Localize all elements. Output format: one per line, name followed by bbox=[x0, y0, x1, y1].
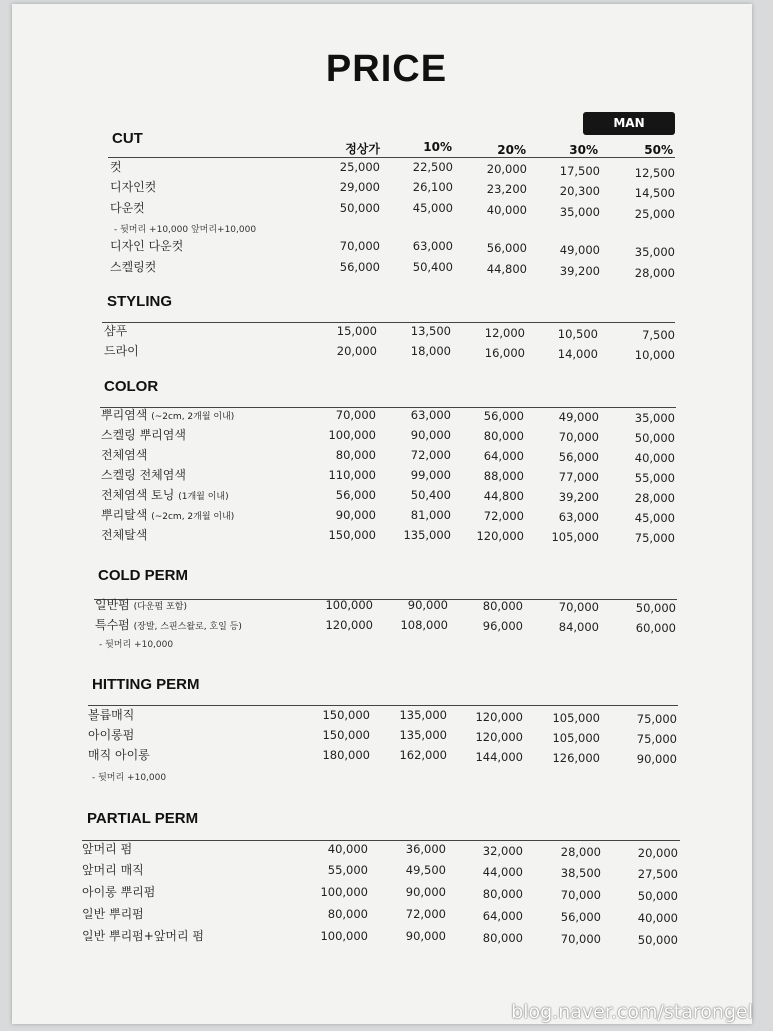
service-name bbox=[82, 883, 155, 900]
service-name bbox=[95, 616, 242, 633]
price-cell: 50,000 bbox=[635, 601, 676, 615]
price-cell: 50,000 bbox=[634, 431, 675, 445]
price-cell: 70,000 bbox=[560, 888, 601, 902]
price-cell: 25,000 bbox=[634, 207, 675, 221]
price-cell: 10,000 bbox=[634, 348, 675, 362]
section-title: STYLING bbox=[107, 293, 173, 310]
section-title: PARTIAL PERM bbox=[87, 810, 199, 827]
price-cell: 63,000 bbox=[412, 239, 453, 253]
price-cell: 105,000 bbox=[552, 731, 600, 745]
service-name bbox=[82, 840, 132, 857]
price-cell: 15,000 bbox=[336, 324, 377, 338]
price-cell: 49,000 bbox=[559, 243, 600, 257]
price-cell: 14,000 bbox=[557, 347, 598, 361]
service-label: 일반 뿌리펌+앞머리 펌 bbox=[82, 929, 205, 943]
service-name bbox=[104, 342, 139, 359]
service-label: 컷 bbox=[110, 160, 122, 174]
price-cell: 29,000 bbox=[339, 180, 380, 194]
service-name bbox=[88, 746, 150, 763]
price-cell: 56,000 bbox=[483, 409, 524, 423]
price-cell: 26,100 bbox=[412, 180, 453, 194]
service-name bbox=[101, 466, 186, 483]
service-label: 특수펌 bbox=[95, 618, 130, 632]
service-label: 일반펌 bbox=[95, 598, 130, 612]
watermark: blog.naver.com/starongel bbox=[511, 1001, 753, 1023]
price-cell: 81,000 bbox=[410, 508, 451, 522]
price-cell: 63,000 bbox=[410, 408, 451, 422]
service-label: 뿌리염색 bbox=[101, 408, 148, 422]
section-divider bbox=[82, 840, 680, 841]
section-divider bbox=[108, 157, 675, 158]
section-divider bbox=[102, 322, 675, 323]
section-title: CUT bbox=[112, 130, 143, 147]
price-cell: 16,000 bbox=[484, 346, 525, 360]
service-label: 스켈링 전체염색 bbox=[101, 468, 186, 482]
price-cell: 70,000 bbox=[560, 932, 601, 946]
service-name bbox=[110, 178, 156, 195]
service-label: 아이롱 뿌리펌 bbox=[82, 885, 156, 899]
service-label: 스켈링 뿌리염색 bbox=[101, 428, 186, 442]
price-cell: 10,500 bbox=[557, 327, 598, 341]
service-name bbox=[101, 446, 147, 463]
price-cell: 162,000 bbox=[399, 748, 447, 762]
price-cell: 63,000 bbox=[558, 510, 599, 524]
price-cell: 72,000 bbox=[405, 907, 446, 921]
price-cell: 12,000 bbox=[484, 326, 525, 340]
price-cell: 35,000 bbox=[634, 411, 675, 425]
price-cell: 27,500 bbox=[637, 867, 678, 881]
price-cell: 150,000 bbox=[328, 528, 376, 542]
price-cell: 90,000 bbox=[410, 428, 451, 442]
price-cell: 99,000 bbox=[410, 468, 451, 482]
price-cell: 18,000 bbox=[410, 344, 451, 358]
price-cell: 80,000 bbox=[483, 429, 524, 443]
price-cell: 13,500 bbox=[410, 324, 451, 338]
section-title: COLOR bbox=[104, 378, 159, 395]
column-header: 10% bbox=[423, 140, 452, 154]
price-cell: 150,000 bbox=[322, 708, 370, 722]
price-note: - 뒷머리 +10,000 bbox=[92, 773, 167, 783]
price-cell: 64,000 bbox=[482, 909, 523, 923]
service-label: 앞머리 펌 bbox=[82, 842, 133, 856]
service-name bbox=[95, 596, 187, 613]
price-cell: 80,000 bbox=[335, 448, 376, 462]
price-cell: 56,000 bbox=[558, 450, 599, 464]
price-cell: 20,300 bbox=[559, 184, 600, 198]
price-cell: 35,000 bbox=[634, 245, 675, 259]
price-cell: 108,000 bbox=[400, 618, 448, 632]
service-name bbox=[82, 861, 144, 878]
service-name bbox=[104, 322, 127, 339]
page-title: PRICE bbox=[325, 48, 448, 90]
service-label: 볼륨매직 bbox=[88, 708, 135, 722]
service-detail: (~2cm, 2개월 이내) bbox=[151, 512, 235, 522]
service-name bbox=[110, 199, 145, 216]
service-label: 디자인 다운컷 bbox=[110, 239, 184, 253]
price-cell: 150,000 bbox=[322, 728, 370, 742]
price-cell: 50,400 bbox=[410, 488, 451, 502]
price-cell: 77,000 bbox=[558, 470, 599, 484]
service-name bbox=[101, 426, 186, 443]
service-name bbox=[82, 927, 204, 944]
price-cell: 88,000 bbox=[483, 469, 524, 483]
service-name bbox=[88, 706, 134, 723]
column-header: 30% bbox=[569, 143, 598, 157]
price-cell: 45,000 bbox=[412, 201, 453, 215]
service-name bbox=[101, 526, 147, 543]
service-name bbox=[110, 158, 122, 175]
price-cell: 80,000 bbox=[482, 599, 523, 613]
price-cell: 20,000 bbox=[637, 846, 678, 860]
price-cell: 72,000 bbox=[483, 509, 524, 523]
price-cell: 56,000 bbox=[560, 910, 601, 924]
price-cell: 17,500 bbox=[559, 164, 600, 178]
price-cell: 39,200 bbox=[559, 264, 600, 278]
price-cell: 39,200 bbox=[558, 490, 599, 504]
column-header: 50% bbox=[644, 143, 673, 157]
service-label: 전체염색 토닝 bbox=[101, 488, 175, 502]
service-name bbox=[110, 237, 183, 254]
price-cell: 75,000 bbox=[636, 712, 677, 726]
price-cell: 126,000 bbox=[552, 751, 600, 765]
price-cell: 135,000 bbox=[399, 728, 447, 742]
price-cell: 180,000 bbox=[322, 748, 370, 762]
price-cell: 72,000 bbox=[410, 448, 451, 462]
price-cell: 38,500 bbox=[560, 866, 601, 880]
service-name bbox=[101, 506, 234, 523]
service-name bbox=[82, 905, 144, 922]
price-cell: 70,000 bbox=[558, 430, 599, 444]
price-cell: 44,800 bbox=[486, 262, 527, 276]
price-cell: 90,000 bbox=[636, 752, 677, 766]
service-label: 샴푸 bbox=[104, 324, 128, 338]
service-label: 전체탈색 bbox=[101, 528, 148, 542]
price-cell: 80,000 bbox=[327, 907, 368, 921]
price-cell: 80,000 bbox=[482, 931, 523, 945]
price-cell: 120,000 bbox=[475, 710, 523, 724]
price-cell: 28,000 bbox=[634, 266, 675, 280]
service-label: 아이롱펌 bbox=[88, 728, 135, 742]
price-cell: 135,000 bbox=[399, 708, 447, 722]
service-detail: (1개월 이내) bbox=[178, 492, 229, 502]
price-cell: 49,500 bbox=[405, 863, 446, 877]
service-detail: (다운펌 포함) bbox=[133, 602, 187, 612]
price-cell: 120,000 bbox=[476, 529, 524, 543]
service-name bbox=[88, 726, 134, 743]
price-cell: 40,000 bbox=[327, 842, 368, 856]
service-name bbox=[110, 258, 156, 275]
service-label: 일반 뿌리펌 bbox=[82, 907, 144, 921]
price-cell: 55,000 bbox=[634, 471, 675, 485]
price-cell: 60,000 bbox=[635, 621, 676, 635]
price-note: - 뒷머리 +10,000 bbox=[99, 640, 174, 650]
price-cell: 100,000 bbox=[325, 598, 373, 612]
price-cell: 70,000 bbox=[339, 239, 380, 253]
price-cell: 100,000 bbox=[320, 929, 368, 943]
price-cell: 20,000 bbox=[486, 162, 527, 176]
service-label: 뿌리탈색 bbox=[101, 508, 148, 522]
service-label: 디자인컷 bbox=[110, 180, 157, 194]
price-cell: 50,400 bbox=[412, 260, 453, 274]
price-cell: 90,000 bbox=[407, 598, 448, 612]
service-label: 다운컷 bbox=[110, 201, 145, 215]
price-cell: 120,000 bbox=[325, 618, 373, 632]
price-cell: 105,000 bbox=[552, 711, 600, 725]
price-cell: 22,500 bbox=[412, 160, 453, 174]
price-cell: 40,000 bbox=[634, 451, 675, 465]
price-cell: 14,500 bbox=[634, 186, 675, 200]
price-note: - 뒷머리 +10,000 앞머리+10,000 bbox=[114, 225, 257, 235]
price-cell: 44,800 bbox=[483, 489, 524, 503]
price-cell: 100,000 bbox=[328, 428, 376, 442]
price-cell: 55,000 bbox=[327, 863, 368, 877]
price-cell: 56,000 bbox=[486, 241, 527, 255]
service-label: 드라이 bbox=[104, 344, 139, 358]
price-cell: 75,000 bbox=[636, 732, 677, 746]
service-label: 매직 아이롱 bbox=[88, 748, 150, 762]
service-label: 전체염색 bbox=[101, 448, 148, 462]
price-cell: 120,000 bbox=[475, 730, 523, 744]
price-cell: 50,000 bbox=[339, 201, 380, 215]
price-cell: 100,000 bbox=[320, 885, 368, 899]
price-cell: 50,000 bbox=[637, 889, 678, 903]
service-detail: (장발, 스핀스왈로, 호일 등) bbox=[133, 622, 242, 632]
price-cell: 44,000 bbox=[482, 865, 523, 879]
price-cell: 25,000 bbox=[339, 160, 380, 174]
price-cell: 49,000 bbox=[558, 410, 599, 424]
price-cell: 110,000 bbox=[328, 468, 376, 482]
price-cell: 23,200 bbox=[486, 182, 527, 196]
price-cell: 45,000 bbox=[634, 511, 675, 525]
service-label: 스켈링컷 bbox=[110, 260, 157, 274]
price-cell: 135,000 bbox=[403, 528, 451, 542]
price-cell: 50,000 bbox=[637, 933, 678, 947]
price-cell: 28,000 bbox=[634, 491, 675, 505]
price-cell: 7,500 bbox=[642, 328, 675, 342]
price-cell: 105,000 bbox=[551, 530, 599, 544]
price-cell: 40,000 bbox=[486, 203, 527, 217]
price-cell: 56,000 bbox=[339, 260, 380, 274]
price-cell: 84,000 bbox=[558, 620, 599, 634]
price-cell: 20,000 bbox=[336, 344, 377, 358]
price-cell: 80,000 bbox=[482, 887, 523, 901]
price-cell: 32,000 bbox=[482, 844, 523, 858]
man-badge: MAN bbox=[583, 112, 675, 135]
price-cell: 90,000 bbox=[335, 508, 376, 522]
price-cell: 35,000 bbox=[559, 205, 600, 219]
service-name bbox=[101, 406, 234, 423]
price-cell: 90,000 bbox=[405, 929, 446, 943]
price-cell: 36,000 bbox=[405, 842, 446, 856]
price-cell: 96,000 bbox=[482, 619, 523, 633]
price-cell: 64,000 bbox=[483, 449, 524, 463]
price-cell: 70,000 bbox=[335, 408, 376, 422]
section-title: COLD PERM bbox=[98, 567, 188, 584]
column-header: 20% bbox=[497, 143, 526, 157]
column-header: 정상가 bbox=[345, 142, 380, 156]
service-label: 앞머리 매직 bbox=[82, 863, 144, 877]
price-cell: 28,000 bbox=[560, 845, 601, 859]
price-cell: 90,000 bbox=[405, 885, 446, 899]
price-cell: 56,000 bbox=[335, 488, 376, 502]
section-title: HITTING PERM bbox=[92, 676, 200, 693]
price-cell: 12,500 bbox=[634, 166, 675, 180]
section-divider bbox=[88, 705, 678, 706]
price-cell: 144,000 bbox=[475, 750, 523, 764]
service-detail: (~2cm, 2개월 이내) bbox=[151, 412, 235, 422]
price-cell: 75,000 bbox=[634, 531, 675, 545]
price-cell: 40,000 bbox=[637, 911, 678, 925]
service-name bbox=[101, 486, 229, 503]
price-cell: 70,000 bbox=[558, 600, 599, 614]
